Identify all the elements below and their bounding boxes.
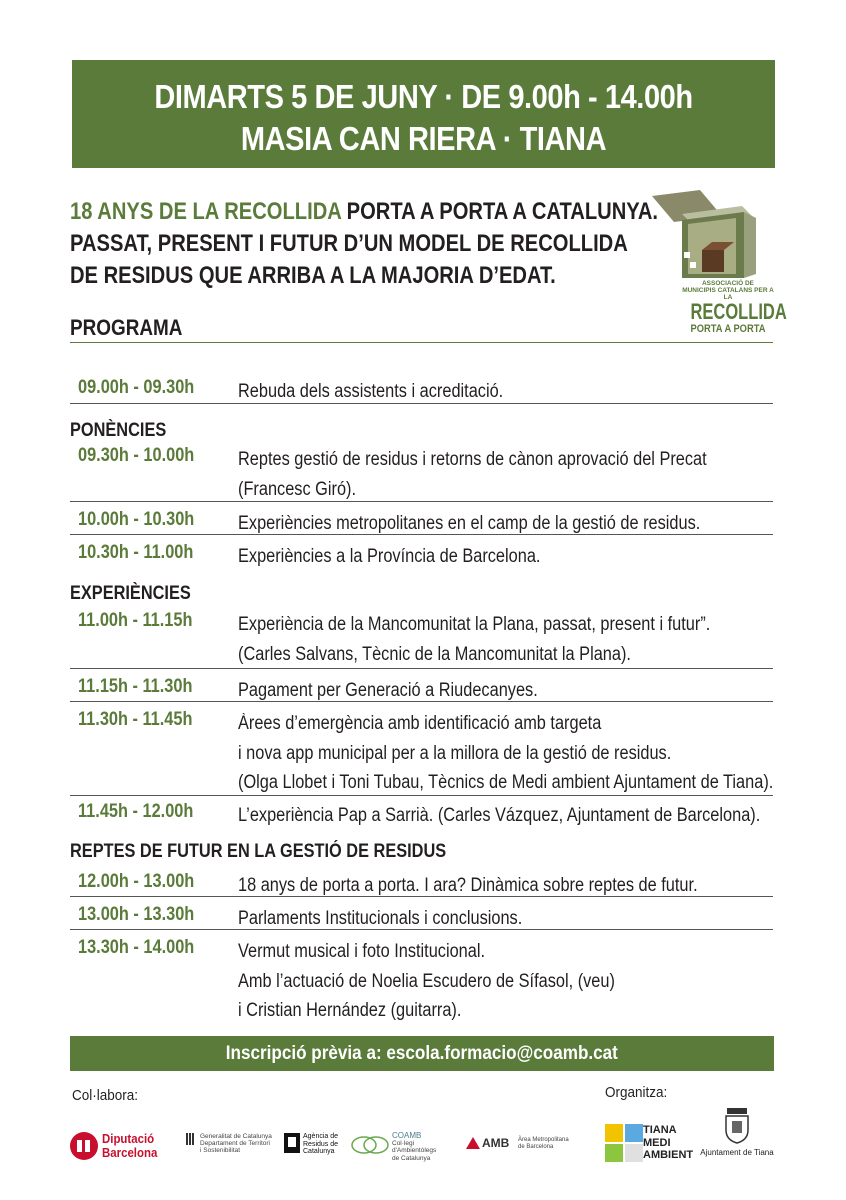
schedule-desc: Reptes gestió de residus i retorns de cànon aprovació del Precat (Francesc Giró). — [238, 449, 707, 500]
row-divider — [70, 668, 773, 669]
collab-label: Col·labora: — [72, 1087, 139, 1104]
schedule-time: 09.30h - 10.00h — [78, 445, 195, 466]
inscription-text[interactable]: Inscripció prèvia a: escola.formacio@coamb.cat — [225, 1043, 619, 1064]
schedule-time: 09.00h - 09.30h — [78, 377, 195, 398]
diputacio-emblem-icon — [70, 1132, 98, 1160]
diputacio-line-2: Barcelona — [102, 1145, 158, 1160]
inscription-bar — [70, 1036, 774, 1071]
schedule-desc: Experiències metropolitanes en el camp de la gestió de residus. — [238, 513, 701, 534]
tiana-squares-icon — [605, 1124, 643, 1162]
row-divider — [70, 403, 773, 404]
agencia-emblem-icon — [284, 1133, 300, 1153]
section-heading: EXPERIÈNCIES — [70, 583, 191, 604]
agencia-line-3: Catalunya — [303, 1148, 335, 1155]
amb-triangle-icon — [466, 1137, 480, 1149]
schedule-time: 10.00h - 10.30h — [78, 509, 195, 530]
tiana-line-1: TIANA — [643, 1124, 677, 1136]
ajuntament-label: Ajuntament de Tiana — [700, 1148, 774, 1157]
section-heading: REPTES DE FUTUR EN LA GESTIÓ DE RESIDUS — [70, 841, 447, 862]
ajuntament-tiana-logo — [692, 1108, 782, 1160]
agencia-line-2: Residus de — [303, 1140, 339, 1148]
banner-venue-line: MASIA CAN RIERA · TIANA — [240, 120, 607, 157]
row-divider — [70, 795, 773, 796]
tiana-coat-of-arms-icon — [723, 1108, 751, 1144]
box-icon — [652, 188, 772, 280]
diputacio-logo — [70, 1130, 170, 1162]
coamb-line-3: de Catalunya — [392, 1154, 431, 1162]
row-divider — [70, 501, 773, 502]
tiana-line-3: AMBIENT — [643, 1149, 694, 1161]
schedule-time: 11.00h - 11.15h — [78, 610, 193, 631]
schedule-time: 13.00h - 13.30h — [78, 904, 195, 925]
logo-line-3: RECOLLIDA — [690, 299, 787, 324]
programa-title: PROGRAMA — [70, 315, 183, 340]
banner-date-line: DIMARTS 5 DE JUNY · DE 9.00h - 14.00h — [154, 78, 693, 115]
coamb-logo — [350, 1130, 460, 1162]
schedule-desc: 18 anys de porta a porta. I ara? Dinàmica sobre reptes de futur. — [238, 875, 698, 896]
schedule-desc: L’experiència Pap a Sarrià. (Carles Vázquez, Ajuntament de Barcelona). — [238, 805, 761, 826]
generalitat-line-2: Departament de Territori — [200, 1140, 270, 1147]
subtitle-line-1 — [70, 196, 658, 228]
tiana-line-2: MEDI — [643, 1136, 671, 1149]
coamb-leaf-icon — [350, 1132, 390, 1158]
logo-line-4: PORTA A PORTA — [690, 323, 766, 335]
programa-divider — [70, 342, 773, 343]
amb-line-3: de Barcelona — [518, 1144, 554, 1150]
schedule-desc: Experiències a la Província de Barcelona. — [238, 546, 541, 567]
amb-line-2: Àrea Metropolitana — [518, 1137, 569, 1143]
event-banner — [72, 60, 775, 168]
row-divider — [70, 701, 773, 702]
association-logo — [652, 188, 787, 338]
generalitat-logo — [186, 1133, 278, 1161]
coamb-line-2: Col·legi d'Ambientòlegs — [392, 1139, 437, 1154]
diputacio-line-1: Diputació — [102, 1131, 155, 1146]
agencia-residus-logo — [284, 1133, 344, 1161]
logo-line-1: ASSOCIACIÓ DE — [701, 280, 754, 287]
generalitat-line-1: Generalitat de Catalunya — [200, 1133, 272, 1140]
amb-logo — [466, 1135, 576, 1159]
schedule-desc: Experiència de la Mancomunitat la Plana, passat, present i futur”. (Carles Salvans, Tècnic de la Mancomunitat la Plana). — [238, 614, 711, 665]
schedule-desc: Pagament per Generació a Riudecanyes. — [238, 680, 538, 701]
schedule-time: 11.15h - 11.30h — [78, 676, 193, 697]
row-divider — [70, 929, 773, 930]
subtitle-line-3: DE RESIDUS QUE ARRIBA A LA MAJORIA D’EDAT. — [70, 262, 556, 289]
schedule-desc: Vermut musical i foto Institucional. Amb l’actuació de Noelia Escudero de Sífasol, (veu) i Cristian Hernández (guitarra). — [238, 941, 615, 1021]
agencia-line-1: Agència de — [303, 1133, 339, 1140]
coamb-line-1: COAMB — [392, 1131, 422, 1140]
schedule-time: 11.30h - 11.45h — [78, 709, 193, 730]
schedule-time: 11.45h - 12.00h — [78, 801, 194, 822]
schedule-time: 10.30h - 11.00h — [78, 542, 194, 563]
logo-line-2: MUNICIPIS CATALANS PER A LA — [682, 287, 774, 301]
amb-name: AMB — [482, 1136, 510, 1150]
row-divider — [70, 534, 773, 535]
schedule-desc: Rebuda dels assistents i acreditació. — [238, 381, 504, 402]
section-heading: PONÈNCIES — [70, 420, 167, 441]
subtitle-line-1-rest: PORTA A PORTA A CATALUNYA. — [346, 198, 659, 225]
generalitat-line-3: i Sostenibilitat — [200, 1147, 241, 1154]
subtitle-highlight: 18 ANYS DE LA RECOLLIDA — [70, 198, 347, 225]
tiana-medi-ambient-logo — [605, 1124, 695, 1162]
schedule-desc: Àrees d’emergència amb identificació amb targeta i nova app municipal per a la millora de la gestió de residus. (Olga Llobet i Toni Tubau, Tècnics de Medi ambient Ajuntament de Tiana). — [238, 713, 774, 793]
row-divider — [70, 896, 773, 897]
event-subtitle — [70, 196, 658, 292]
subtitle-line-2: PASSAT, PRESENT I FUTUR D’UN MODEL DE RECOLLIDA — [70, 230, 628, 257]
generalitat-emblem-icon — [186, 1133, 196, 1145]
schedule-time: 13.30h - 14.00h — [78, 937, 195, 958]
organizer-label: Organitza: — [605, 1084, 668, 1101]
schedule-desc: Parlaments Institucionals i conclusions. — [238, 908, 523, 929]
schedule-time: 12.00h - 13.00h — [78, 871, 195, 892]
